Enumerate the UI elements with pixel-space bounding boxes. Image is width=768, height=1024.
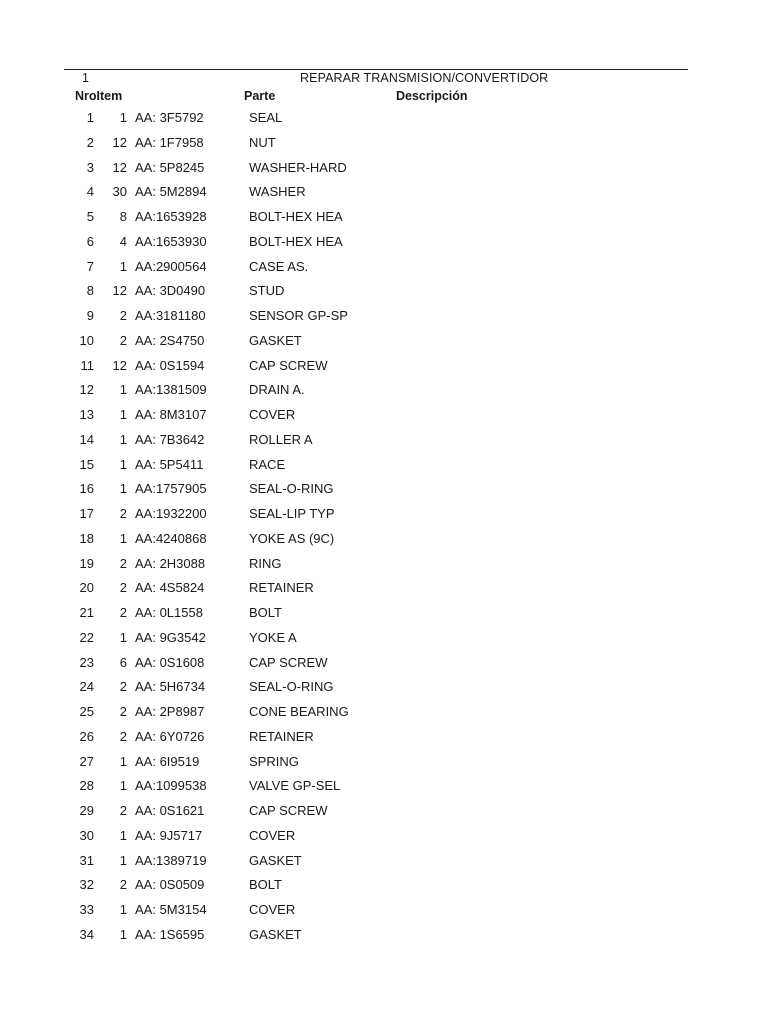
item-part-number: AA: 1S6595 <box>135 926 205 942</box>
item-quantity: 2 <box>119 308 127 323</box>
table-row <box>0 554 768 579</box>
item-quantity: 2 <box>119 580 127 596</box>
item-description: STUD <box>249 283 285 299</box>
item-description: SEAL-O-RING <box>249 679 334 695</box>
table-row <box>0 851 768 876</box>
parts-table <box>0 108 768 950</box>
item-part-number: AA: 9J5717 <box>135 827 203 843</box>
table-row <box>0 628 768 653</box>
item-part-number: AA: 0S0509 <box>135 877 205 893</box>
item-quantity: 2 <box>119 728 127 744</box>
item-description: CONE BEARING <box>249 704 349 719</box>
item-number: 5 <box>86 209 94 224</box>
item-quantity: 1 <box>119 382 127 398</box>
column-header-descripcion: Descripción <box>396 89 468 103</box>
item-quantity: 1 <box>119 778 127 794</box>
item-number: 8 <box>86 283 94 299</box>
table-row <box>0 702 768 727</box>
item-number: 10 <box>79 332 94 348</box>
item-description: BOLT <box>249 877 282 893</box>
item-part-number: AA:1757905 <box>135 481 207 497</box>
item-part-number: AA:1932200 <box>135 506 207 521</box>
table-row <box>0 479 768 504</box>
item-quantity: 30 <box>112 184 127 200</box>
table-row <box>0 281 768 306</box>
item-part-number: AA: 5M2894 <box>135 184 207 200</box>
item-part-number: AA: 5P8245 <box>135 159 205 175</box>
item-part-number: AA:1653928 <box>135 209 207 224</box>
item-description: SEAL <box>249 110 283 125</box>
item-description: RETAINER <box>249 580 314 596</box>
item-part-number: AA: 5M3154 <box>135 902 207 917</box>
item-number: 9 <box>86 308 94 323</box>
column-header-nroitem: NroItem <box>75 89 123 103</box>
item-description: CAP SCREW <box>249 357 328 373</box>
item-quantity: 8 <box>119 209 127 224</box>
item-description: BOLT-HEX HEA <box>249 233 343 249</box>
item-description: NUT <box>249 134 276 150</box>
item-part-number: AA:2900564 <box>135 258 207 274</box>
table-row <box>0 108 768 133</box>
item-number: 15 <box>79 456 94 472</box>
item-part-number: AA: 2S4750 <box>135 332 205 348</box>
item-quantity: 12 <box>112 283 127 299</box>
item-part-number: AA: 4S5824 <box>135 580 205 596</box>
item-quantity: 2 <box>119 803 127 818</box>
item-part-number: AA: 5P5411 <box>135 456 204 472</box>
item-number: 32 <box>79 877 94 893</box>
item-description: RACE <box>249 456 286 472</box>
item-description: COVER <box>249 827 296 843</box>
item-number: 27 <box>79 753 94 769</box>
item-description: BOLT <box>249 605 282 620</box>
item-part-number: AA: 7B3642 <box>135 431 205 447</box>
item-part-number: AA: 6Y0726 <box>135 728 205 744</box>
table-row <box>0 306 768 331</box>
item-part-number: AA:1389719 <box>135 852 207 868</box>
item-part-number: AA: 2P8987 <box>135 704 205 719</box>
item-description: YOKE AS (9C) <box>249 530 335 546</box>
item-quantity: 2 <box>119 506 127 521</box>
item-part-number: AA: 0S1608 <box>135 654 205 670</box>
table-row <box>0 603 768 628</box>
table-row <box>0 158 768 183</box>
item-number: 19 <box>79 555 94 571</box>
item-quantity: 2 <box>119 555 127 571</box>
table-row <box>0 207 768 232</box>
item-number: 33 <box>79 902 94 917</box>
table-row <box>0 826 768 851</box>
item-number: 28 <box>79 778 94 794</box>
table-row <box>0 356 768 381</box>
table-row <box>0 182 768 207</box>
item-description: BOLT-HEX HEA <box>249 209 343 224</box>
item-part-number: AA: 3F5792 <box>135 110 204 125</box>
item-quantity: 12 <box>112 134 127 150</box>
item-number: 26 <box>79 728 94 744</box>
item-description: WASHER-HARD <box>249 159 347 175</box>
document-number: 1 <box>82 71 89 85</box>
table-row <box>0 430 768 455</box>
item-description: GASKET <box>249 926 302 942</box>
item-number: 14 <box>79 431 94 447</box>
item-description: GASKET <box>249 332 302 348</box>
table-row <box>0 529 768 554</box>
item-quantity: 2 <box>119 679 127 695</box>
item-description: SEAL-O-RING <box>249 481 334 497</box>
item-description: CAP SCREW <box>249 803 328 818</box>
table-row <box>0 232 768 257</box>
item-number: 31 <box>79 852 94 868</box>
item-quantity: 1 <box>119 926 127 942</box>
item-quantity: 1 <box>119 530 127 546</box>
item-description: COVER <box>249 902 296 917</box>
item-part-number: AA:1099538 <box>135 778 207 794</box>
item-quantity: 1 <box>119 629 127 645</box>
table-row <box>0 405 768 430</box>
table-row <box>0 578 768 603</box>
table-row <box>0 653 768 678</box>
item-number: 13 <box>79 407 94 422</box>
item-part-number: AA: 0S1594 <box>135 357 205 373</box>
item-description: CAP SCREW <box>249 654 328 670</box>
item-description: DRAIN A. <box>249 382 305 398</box>
item-number: 17 <box>79 506 94 521</box>
item-number: 7 <box>86 258 94 274</box>
item-number: 24 <box>79 679 94 695</box>
document-title: REPARAR TRANSMISION/CONVERTIDOR <box>300 71 549 85</box>
table-row <box>0 801 768 826</box>
item-quantity: 1 <box>119 258 127 274</box>
item-number: 29 <box>79 803 94 818</box>
item-number: 34 <box>79 926 94 942</box>
table-row <box>0 677 768 702</box>
item-quantity: 1 <box>119 431 127 447</box>
table-row <box>0 455 768 480</box>
item-quantity: 2 <box>119 877 127 893</box>
item-description: ROLLER A <box>249 431 313 447</box>
item-quantity: 1 <box>119 827 127 843</box>
item-number: 11 <box>80 357 94 373</box>
table-row <box>0 727 768 752</box>
item-number: 30 <box>79 827 94 843</box>
item-number: 1 <box>86 110 94 125</box>
item-description: GASKET <box>249 852 302 868</box>
item-number: 23 <box>79 654 94 670</box>
item-quantity: 2 <box>119 332 127 348</box>
item-number: 20 <box>79 580 94 596</box>
table-row <box>0 875 768 900</box>
item-number: 18 <box>79 530 94 546</box>
item-part-number: AA: 9G3542 <box>135 629 206 645</box>
item-description: COVER <box>249 407 296 422</box>
item-part-number: AA:1381509 <box>135 382 207 398</box>
table-row <box>0 925 768 950</box>
item-number: 25 <box>79 704 94 719</box>
item-number: 21 <box>79 605 94 620</box>
item-quantity: 1 <box>119 753 127 769</box>
item-number: 4 <box>86 184 94 200</box>
table-row <box>0 504 768 529</box>
item-description: SEAL-LIP TYP <box>249 506 335 521</box>
item-quantity: 2 <box>119 704 127 719</box>
item-quantity: 1 <box>119 902 127 917</box>
item-quantity: 2 <box>119 605 127 620</box>
item-part-number: AA: 2H3088 <box>135 555 206 571</box>
item-number: 16 <box>79 481 94 497</box>
item-description: YOKE A <box>249 629 297 645</box>
column-header-parte: Parte <box>244 89 276 103</box>
item-description: RETAINER <box>249 728 314 744</box>
item-number: 22 <box>79 629 94 645</box>
item-quantity: 12 <box>112 357 127 373</box>
item-description: SPRING <box>249 753 299 769</box>
table-row <box>0 133 768 158</box>
item-part-number: AA: 6I9519 <box>135 753 200 769</box>
table-row <box>0 900 768 925</box>
item-part-number: AA: 1F7958 <box>135 134 204 150</box>
item-quantity: 1 <box>119 456 127 472</box>
item-quantity: 12 <box>112 159 127 175</box>
table-row <box>0 257 768 282</box>
item-number: 12 <box>79 382 94 398</box>
table-row <box>0 752 768 777</box>
table-row <box>0 331 768 356</box>
item-part-number: AA: 0L1558 <box>135 605 203 620</box>
item-part-number: AA:4240868 <box>135 530 207 546</box>
item-description: VALVE GP-SEL <box>249 778 341 794</box>
item-number: 6 <box>86 233 94 249</box>
item-part-number: AA:1653930 <box>135 233 207 249</box>
item-part-number: AA:3181180 <box>135 308 206 323</box>
item-description: CASE AS. <box>249 258 309 274</box>
item-description: SENSOR GP-SP <box>249 308 348 323</box>
table-row <box>0 380 768 405</box>
item-part-number: AA: 0S1621 <box>135 803 205 818</box>
item-quantity: 1 <box>119 852 127 868</box>
item-quantity: 1 <box>119 481 127 497</box>
item-number: 2 <box>86 134 94 150</box>
item-description: RING <box>249 555 282 571</box>
item-description: WASHER <box>249 184 306 200</box>
item-quantity: 4 <box>119 233 127 249</box>
item-quantity: 1 <box>119 407 127 422</box>
item-part-number: AA: 3D0490 <box>135 283 206 299</box>
item-part-number: AA: 5H6734 <box>135 679 206 695</box>
table-row <box>0 776 768 801</box>
item-number: 3 <box>86 159 94 175</box>
item-quantity: 6 <box>119 654 127 670</box>
item-part-number: AA: 8M3107 <box>135 407 207 422</box>
item-quantity: 1 <box>119 110 127 125</box>
